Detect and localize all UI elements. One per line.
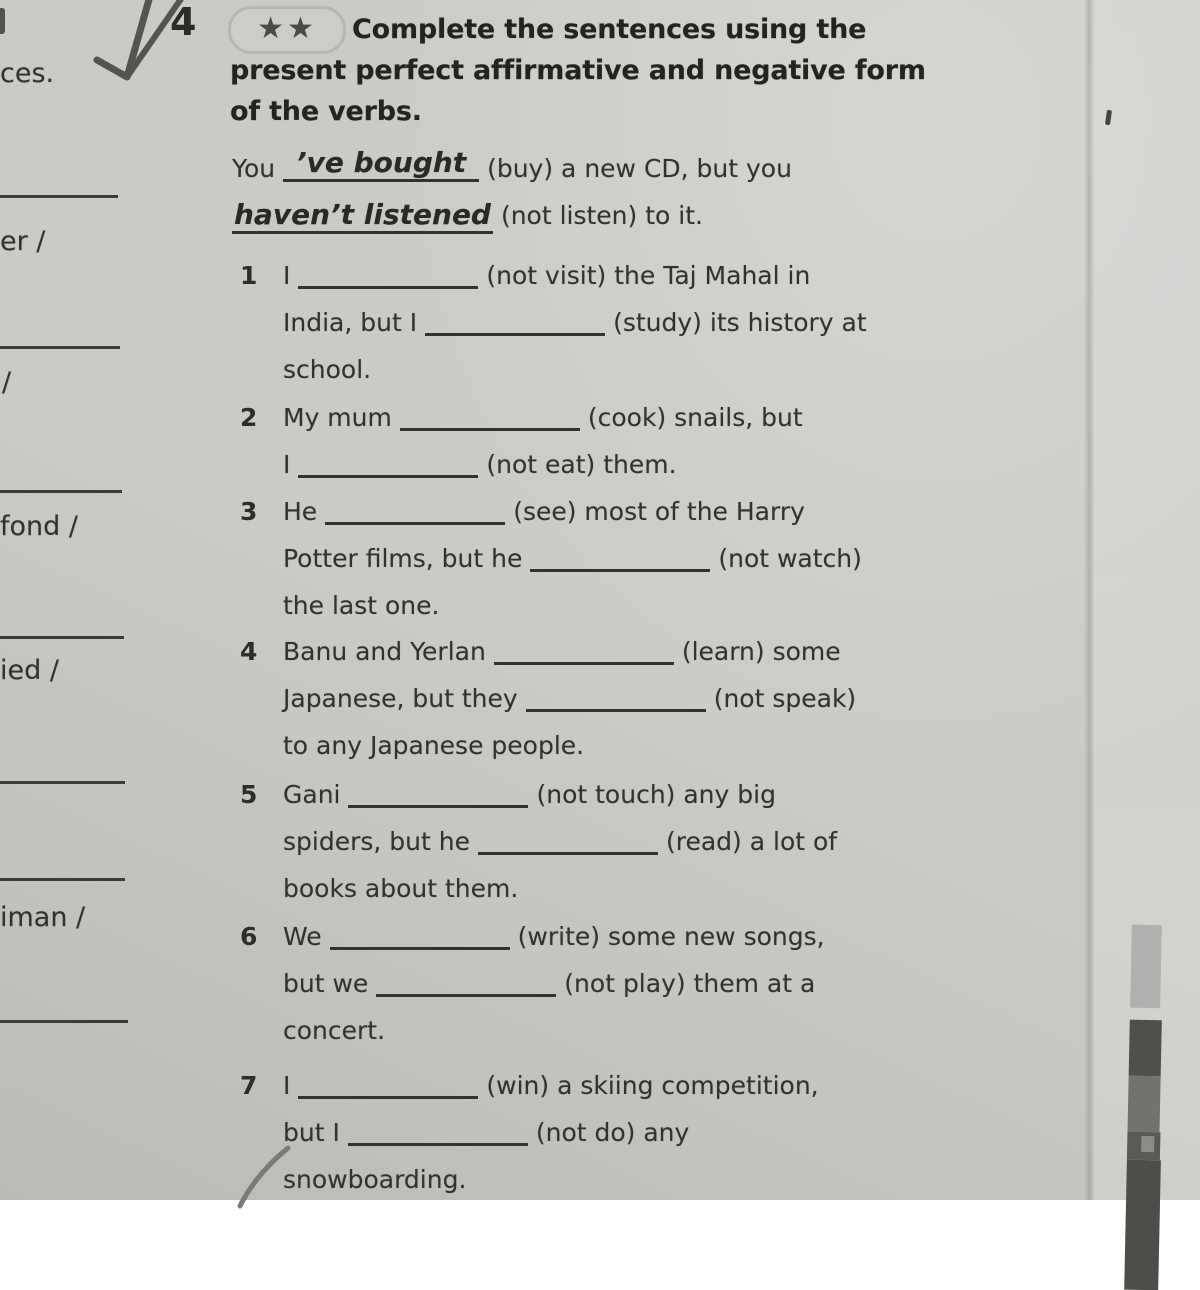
sentence-line	[283, 535, 862, 582]
sentence-text: I	[283, 261, 291, 290]
instruction-title: Complete the sentences using the	[352, 14, 867, 45]
page-corner-mark	[0, 8, 5, 34]
sentence-text: (write) some new songs,	[517, 922, 825, 951]
exercise-item	[240, 628, 856, 769]
strip-dark	[1129, 1020, 1162, 1077]
item-number: 2	[240, 403, 258, 432]
example-text: You	[232, 153, 276, 183]
star-icons: ★★	[257, 10, 317, 46]
fill-in-blank	[298, 451, 478, 478]
example-blank	[283, 145, 479, 182]
sentence-text: I	[283, 1071, 291, 1100]
handwritten-answer: haven’t listened	[232, 198, 493, 234]
sentence-text: to any Japanese people.	[283, 731, 585, 760]
sentence-text: (not do) any	[535, 1118, 690, 1147]
fill-in-blank	[400, 404, 580, 431]
left-column-fragment: fond /	[0, 511, 78, 542]
item-number: 3	[240, 497, 258, 526]
sentence-text: India, but I	[283, 308, 418, 337]
fill-in-blank	[330, 923, 510, 950]
exercise-item	[240, 913, 825, 1054]
answer-line	[0, 195, 118, 198]
sentence-text: (not play) them at a	[564, 969, 816, 998]
difficulty-badge	[228, 6, 346, 54]
sentence-line	[283, 675, 856, 722]
sentence-line	[283, 913, 825, 960]
fill-in-blank	[298, 1072, 478, 1099]
sentence-line	[283, 346, 867, 393]
sentence-text: Potter films, but he	[283, 544, 523, 573]
answer-line	[0, 781, 125, 784]
strip-light-gray	[1130, 925, 1162, 1009]
instruction-title: present perfect affirmative and negative form	[230, 55, 926, 86]
strip-medium	[1127, 1076, 1160, 1133]
answer-line	[0, 636, 124, 639]
sentence-text: (not speak)	[713, 684, 857, 713]
answer-line	[0, 878, 125, 881]
sentence-text: (win) a skiing competition,	[486, 1071, 819, 1100]
sentence-line	[283, 960, 825, 1007]
sentence-line	[283, 722, 856, 769]
item-number: 5	[240, 780, 258, 809]
page-edge-shadow	[1084, 0, 1094, 1200]
fill-in-blank	[526, 685, 706, 712]
exercise-number: 4	[170, 0, 197, 44]
exercise-item	[240, 394, 803, 488]
sentence-text: concert.	[283, 1016, 386, 1045]
sentence-text: the last one.	[283, 591, 440, 620]
sentence-text: (study) its history at	[613, 308, 867, 337]
sentence-text: Japanese, but they	[283, 684, 518, 713]
instruction-title: of the verbs.	[230, 96, 422, 127]
example-sentence-line2	[232, 198, 703, 231]
left-column-fragment: er /	[0, 226, 46, 257]
fill-in-blank	[376, 970, 556, 997]
fill-in-blank	[298, 262, 478, 289]
item-number: 1	[240, 261, 258, 290]
item-number: 4	[240, 637, 258, 666]
pen-stroke	[230, 1140, 300, 1205]
fill-in-blank	[348, 1119, 528, 1146]
sentence-line	[283, 1007, 825, 1054]
strip-dark	[1127, 1132, 1161, 1161]
sentence-text: (not visit) the Taj Mahal in	[486, 261, 811, 290]
sentence-line	[283, 582, 862, 629]
fill-in-blank	[348, 781, 528, 808]
sentence-text: spiders, but he	[283, 827, 470, 856]
strip-gap	[1130, 1008, 1160, 1021]
answer-line	[0, 490, 122, 493]
item-number: 6	[240, 922, 258, 951]
left-column-fragment: /	[2, 367, 12, 398]
sentence-text: My mum	[283, 403, 392, 432]
sentence-line	[283, 252, 867, 299]
strip-dark	[1124, 1160, 1161, 1290]
sentence-text: Banu and Yerlan	[283, 637, 486, 666]
fill-in-blank	[530, 545, 710, 572]
sentence-line	[283, 1156, 819, 1203]
left-column-fragment: ces.	[0, 58, 55, 89]
sentence-text: Gani	[283, 780, 341, 809]
exercise-item	[240, 488, 862, 629]
sentence-line	[283, 771, 837, 818]
example-text: (not listen) to it.	[500, 201, 703, 230]
exercise-item	[240, 771, 837, 912]
sentence-line	[283, 394, 803, 441]
sentence-text: (see) most of the Harry	[513, 497, 805, 526]
sentence-text: (not touch) any big	[536, 780, 776, 809]
sentence-text: (cook) snails, but	[587, 403, 803, 432]
sentence-line	[283, 818, 837, 865]
sentence-line	[283, 1109, 819, 1156]
left-column-fragment: ied /	[0, 655, 59, 686]
sentence-text: (not eat) them.	[486, 450, 677, 479]
sentence-text: snowboarding.	[283, 1165, 467, 1194]
answer-line	[0, 346, 120, 349]
sentence-line	[283, 865, 837, 912]
fill-in-blank	[478, 828, 658, 855]
left-column-fragment: iman /	[0, 902, 86, 933]
sentence-line	[283, 299, 867, 346]
sentence-text: but I	[283, 1118, 340, 1147]
fill-in-blank	[494, 638, 674, 665]
item-number: 7	[240, 1071, 258, 1100]
handwritten-answer: ’ve bought	[295, 145, 467, 179]
sentence-text: He	[283, 497, 318, 526]
adjacent-page-strip	[1122, 925, 1170, 1290]
sentence-line	[283, 488, 862, 535]
sentence-text: (learn) some	[681, 637, 841, 666]
sentence-text: I	[283, 450, 291, 479]
sentence-text: (read) a lot of	[665, 827, 838, 856]
sentence-line	[283, 628, 856, 675]
sentence-line	[283, 1062, 819, 1109]
example-sentence-line1	[232, 145, 792, 183]
sentence-line	[283, 441, 803, 488]
sentence-text: We	[283, 922, 322, 951]
sentence-text: books about them.	[283, 874, 519, 903]
sentence-text: (not watch)	[718, 544, 862, 573]
example-text: (buy) a new CD, but you	[487, 153, 792, 183]
fill-in-blank	[325, 498, 505, 525]
strip-notch	[1141, 1136, 1154, 1152]
sentence-text: but we	[283, 969, 369, 998]
fill-in-blank	[425, 309, 605, 336]
sentence-text: school.	[283, 355, 372, 384]
answer-line	[0, 1020, 128, 1023]
exercise-item	[240, 1062, 819, 1203]
exercise-item	[240, 252, 867, 393]
